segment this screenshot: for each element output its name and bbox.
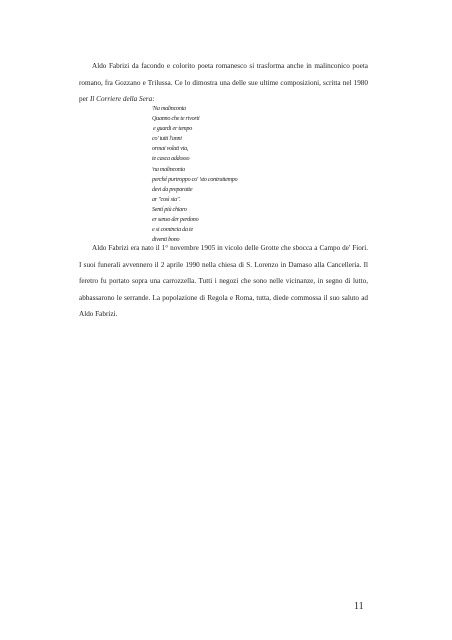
poem-line: ar "così sia". [152, 196, 181, 203]
poem-line: Sentí più chiaro [152, 206, 187, 213]
intro-text: Aldo Fabrizi da facondo e colorito poeta romanesco si trasforma anche in malinconico poeta romano, fra Gozzano e Trilussa. Ce lo dimostra una delle sue ultime composizioni, scritta nel 1980 per [79, 62, 368, 103]
poem-line: Quanno che te rivorti [152, 116, 200, 123]
poem-line: diventi bono [152, 237, 180, 244]
poem-line: co' tutti l'anni [152, 136, 182, 143]
poem-line: er senso der perdono [152, 217, 199, 224]
poem-line: e si comincia da te [152, 227, 193, 234]
poem-line: perché purtroppo co' 'sto contrattempo [152, 176, 238, 183]
poem [152, 104, 237, 245]
biography-paragraph: Aldo Fabrizi era nato il 1° novembre 1905 in vicolo delle Grotte che sbocca a Campo de' Fiori. I suoi funerali avvennero il 2 aprile 1990 nella chiesa di S. Lorenzo in Damaso alla Cancelleria. Il feretro fu portato sopra una carrozzella. Tutti i negozi che sono nelle vicinanze, in segno di lutto, abbassarono le serrande. La popolazione di Regola e Roma, tutta, diede commossa il suo saluto ad Aldo Fabrizi. [79, 244, 368, 318]
intro-colon: : [152, 95, 155, 103]
newspaper-title: Il Corriere della Sera [89, 95, 153, 103]
poem-line: devi da preparatte [152, 186, 193, 193]
poem-line: 'na malinconia [152, 166, 185, 173]
page-number: 11 [354, 601, 364, 612]
poem-line: e guardi er tempo [153, 126, 193, 133]
poem-line: te casca addosso [152, 156, 190, 163]
poem-line: ormai volati via, [152, 146, 189, 153]
poem-line: 'Na malinconia [152, 106, 186, 112]
intro-paragraph [79, 58, 368, 108]
